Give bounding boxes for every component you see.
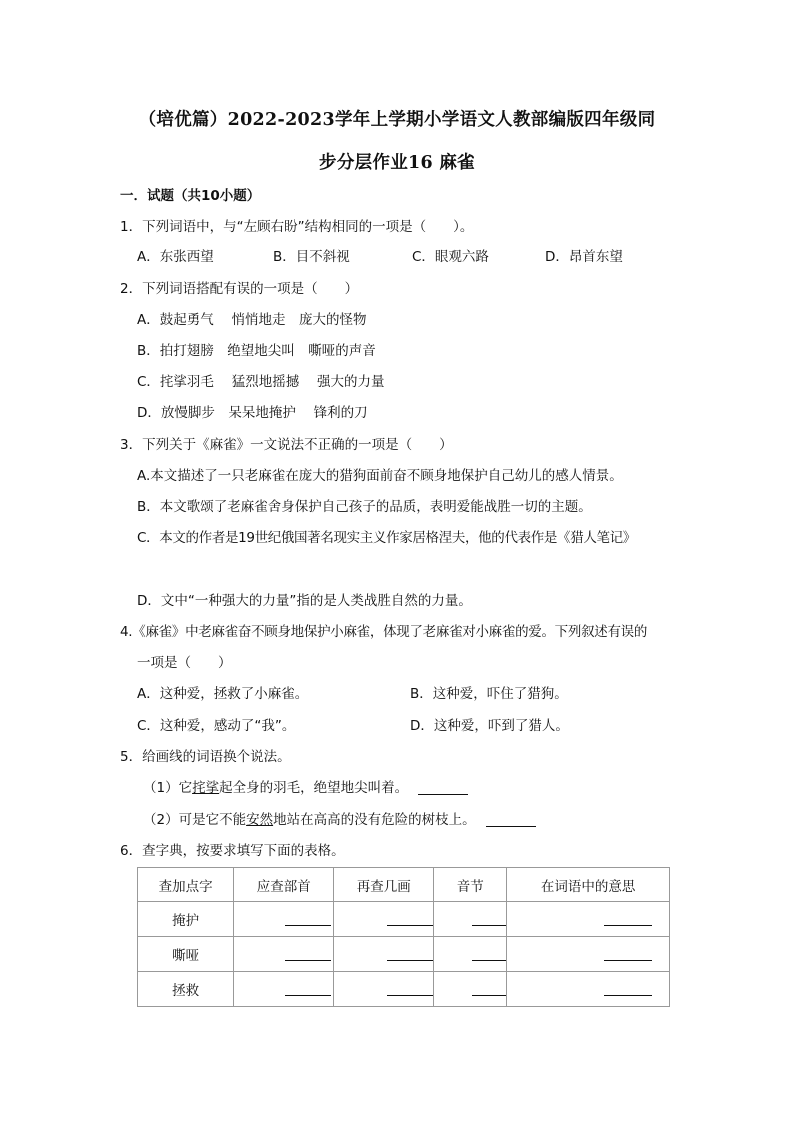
page-title-line2: 步分层作业16 麻雀 <box>319 153 475 173</box>
q1-option-c: C．眼观六路 <box>412 249 489 265</box>
meaning-blank-cell[interactable] <box>507 937 670 972</box>
q4-option-a: A．这种爱，拯救了小麻雀。 <box>137 686 309 702</box>
q2-option-d: D．放慢脚步 呆呆地掩护 锋利的刀 <box>137 405 368 421</box>
answer-blank[interactable] <box>285 909 331 926</box>
table-row <box>138 902 670 937</box>
table-row-word: 嘶哑 <box>138 937 234 972</box>
meaning-blank-cell[interactable] <box>507 902 670 937</box>
answer-blank[interactable] <box>387 944 433 961</box>
question-2-stem: 2．下列词语搭配有误的一项是（ ） <box>120 281 359 297</box>
answer-blank[interactable] <box>604 979 652 996</box>
table-header-cell: 应查部首 <box>234 868 334 902</box>
radical-blank-cell[interactable] <box>234 972 334 1007</box>
syllable-blank-cell[interactable] <box>434 972 507 1007</box>
table-row <box>138 972 670 1007</box>
q5-item-1-after: 起全身的羽毛，绝望地尖叫着。 <box>219 780 409 796</box>
strokes-blank-cell[interactable] <box>334 902 434 937</box>
dictionary-table <box>137 867 670 1007</box>
radical-blank-cell[interactable] <box>234 902 334 937</box>
q5-item-1-answer-blank[interactable] <box>418 780 468 795</box>
question-4-stem: 4.《麻雀》中老麻雀奋不顾身地保护小麻雀，体现了老麻雀对小麻雀的爱。下列叙述有误的 <box>120 624 648 640</box>
q2-option-b: B．拍打翅膀 绝望地尖叫 嘶哑的声音 <box>137 343 376 359</box>
answer-blank[interactable] <box>604 909 652 926</box>
q5-item-1-before: （1）它 <box>143 780 193 796</box>
table-row <box>138 937 670 972</box>
q4-option-c: C．这种爱，感动了“我”。 <box>137 718 296 734</box>
answer-blank[interactable] <box>472 979 506 996</box>
table-header-row <box>138 868 670 902</box>
table-header-cell: 音节 <box>434 868 507 902</box>
table-row-word: 掩护 <box>138 902 234 937</box>
q5-item-1-underlined-word: 挓挲 <box>192 780 220 796</box>
radical-blank-cell[interactable] <box>234 937 334 972</box>
question-6-stem: 6．查字典，按要求填写下面的表格。 <box>120 843 345 859</box>
answer-blank[interactable] <box>387 909 433 926</box>
q5-item-2-after: 地站在高高的没有危险的树枝上。 <box>273 812 476 828</box>
q3-option-c: C．本文的作者是19世纪俄国著名现实主义作家居格涅夫，他的代表作是《猎人笔记》 <box>137 530 636 546</box>
strokes-blank-cell[interactable] <box>334 937 434 972</box>
q5-item-1 <box>143 778 468 798</box>
q4-option-d: D．这种爱，吓到了猎人。 <box>410 718 569 734</box>
section-heading: 一．试题（共10小题） <box>120 188 261 204</box>
question-5-stem: 5．给画线的词语换个说法。 <box>120 749 291 765</box>
q5-item-2-underlined-word: 安然 <box>246 812 274 828</box>
table-header-cell: 查加点字 <box>138 868 234 902</box>
q2-option-c: C．挓挲羽毛 猛烈地摇撼 强大的力量 <box>137 374 385 390</box>
question-1-stem: 1．下列词语中，与“左顾右盼”结构相同的一项是（ ）。 <box>120 219 474 235</box>
q4-option-b: B．这种爱，吓住了猎狗。 <box>410 686 568 702</box>
table-row-word: 拯救 <box>138 972 234 1007</box>
table-header-cell: 在词语中的意思 <box>507 868 670 902</box>
syllable-blank-cell[interactable] <box>434 937 507 972</box>
q2-option-a: A．鼓起勇气 悄悄地走 庞大的怪物 <box>137 312 367 328</box>
q5-item-2 <box>143 810 536 830</box>
question-4-stem-cont: 一项是（ ） <box>137 655 232 671</box>
question-3-stem: 3．下列关于《麻雀》一文说法不正确的一项是（ ） <box>120 437 453 453</box>
answer-blank[interactable] <box>472 909 506 926</box>
strokes-blank-cell[interactable] <box>334 972 434 1007</box>
q5-item-2-answer-blank[interactable] <box>486 812 536 827</box>
answer-blank[interactable] <box>387 979 433 996</box>
q3-option-a: A.本文描述了一只老麻雀在庞大的猎狗面前奋不顾身地保护自己幼儿的感人情景。 <box>137 468 623 484</box>
answer-blank[interactable] <box>604 944 652 961</box>
q5-item-2-before: （2）可是它不能 <box>143 812 247 828</box>
page-title-line1: （培优篇）2022-2023学年上学期小学语文人教部编版四年级同 <box>138 110 656 130</box>
meaning-blank-cell[interactable] <box>507 972 670 1007</box>
table-header-cell: 再查几画 <box>334 868 434 902</box>
q3-option-d: D．文中“一种强大的力量”指的是人类战胜自然的力量。 <box>137 593 472 609</box>
answer-blank[interactable] <box>285 944 331 961</box>
q1-option-b: B．目不斜视 <box>273 249 350 265</box>
q1-option-d: D．昂首东望 <box>545 249 623 265</box>
answer-blank[interactable] <box>472 944 506 961</box>
syllable-blank-cell[interactable] <box>434 902 507 937</box>
q1-option-a: A．东张西望 <box>137 249 214 265</box>
answer-blank[interactable] <box>285 979 331 996</box>
q3-option-b: B．本文歌颂了老麻雀舍身保护自己孩子的品质，表明爱能战胜一切的主题。 <box>137 499 592 515</box>
